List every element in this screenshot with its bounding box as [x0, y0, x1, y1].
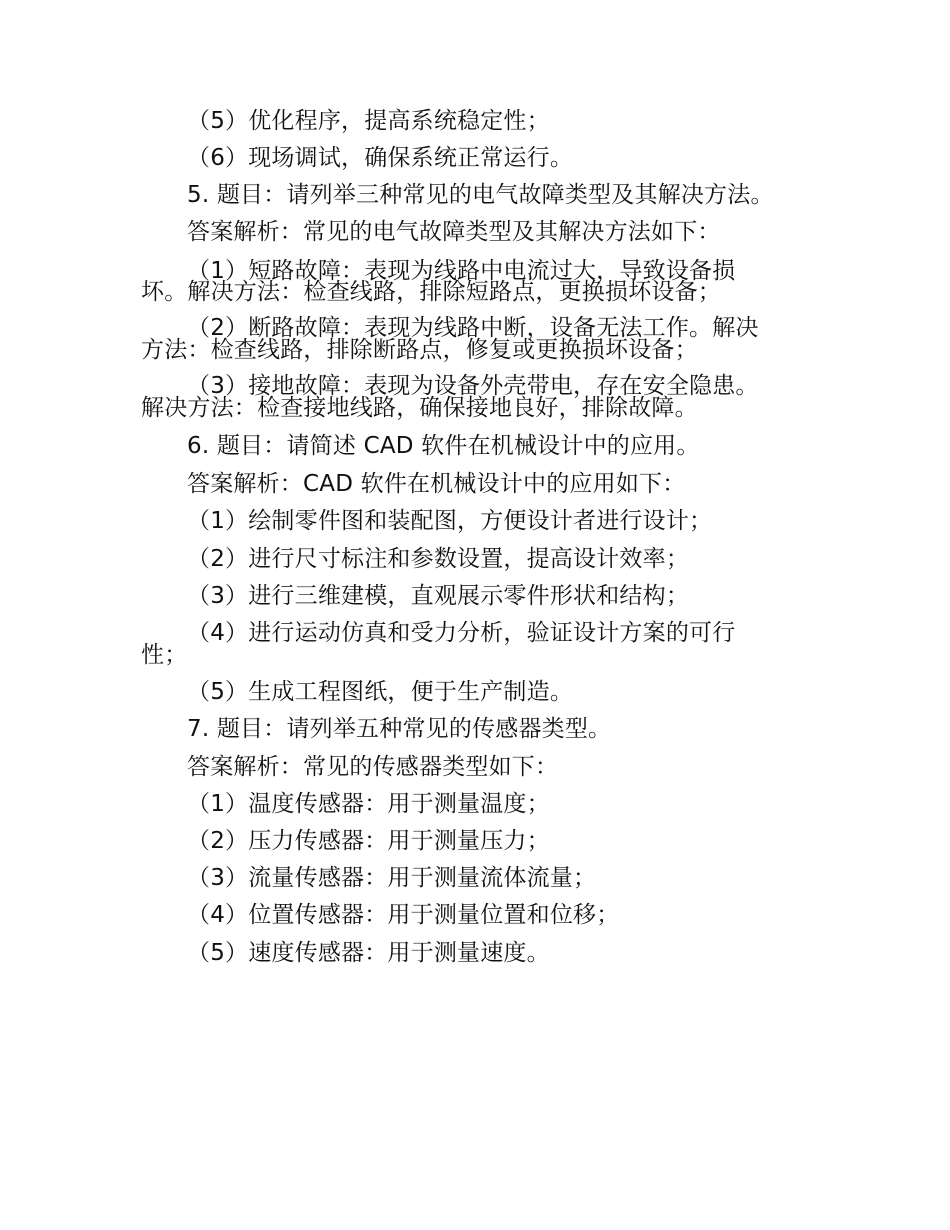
list-item: （2）压力传感器：用于测量压力；: [187, 828, 550, 854]
list-item: （5）速度传感器：用于测量速度。: [187, 940, 550, 966]
list-item-continuation: 解决方法：检查接地线路，确保接地良好，排除故障。: [141, 395, 698, 421]
list-item: （2）进行尺寸标注和参数设置，提高设计效率；: [187, 546, 690, 572]
list-item: （2）断路故障：表现为线路中断，设备无法工作。解决: [187, 315, 759, 341]
list-item-continuation: 方法：检查线路，排除断路点，修复或更换损坏设备；: [141, 337, 698, 363]
question-heading: 5. 题目：请列举三种常见的电气故障类型及其解决方法。: [187, 182, 774, 208]
list-item-continuation: 性；: [141, 642, 188, 668]
list-item: （1）温度传感器：用于测量温度；: [187, 791, 550, 817]
list-item: （5）优化程序，提高系统稳定性；: [187, 108, 550, 134]
list-item: （1）绘制零件图和装配图，方便设计者进行设计；: [187, 508, 713, 534]
list-item: （3）进行三维建模，直观展示零件形状和结构；: [187, 583, 690, 609]
list-item: （3）流量传感器：用于测量流体流量；: [187, 865, 597, 891]
question-heading: 7. 题目：请列举五种常见的传感器类型。: [187, 716, 612, 742]
list-item: （1）短路故障：表现为线路中电流过大，导致设备损: [187, 258, 736, 284]
question-heading: 6. 题目：请简述 CAD 软件在机械设计中的应用。: [187, 433, 700, 459]
list-item: （3）接地故障：表现为设备外壳带电，存在安全隐患。: [187, 373, 759, 399]
list-item-continuation: 坏。解决方法：检查线路，排除短路点，更换损坏设备；: [141, 279, 721, 305]
answer-heading: 答案解析：CAD 软件在机械设计中的应用如下：: [187, 471, 686, 497]
list-item: （5）生成工程图纸，便于生产制造。: [187, 679, 574, 705]
answer-heading: 答案解析：常见的电气故障类型及其解决方法如下：: [187, 219, 721, 245]
list-item: （4）位置传感器：用于测量位置和位移；: [187, 902, 620, 928]
answer-heading: 答案解析：常见的传感器类型如下：: [187, 754, 559, 780]
list-item: （4）进行运动仿真和受力分析，验证设计方案的可行: [187, 620, 736, 646]
list-item: （6）现场调试，确保系统正常运行。: [187, 145, 574, 171]
